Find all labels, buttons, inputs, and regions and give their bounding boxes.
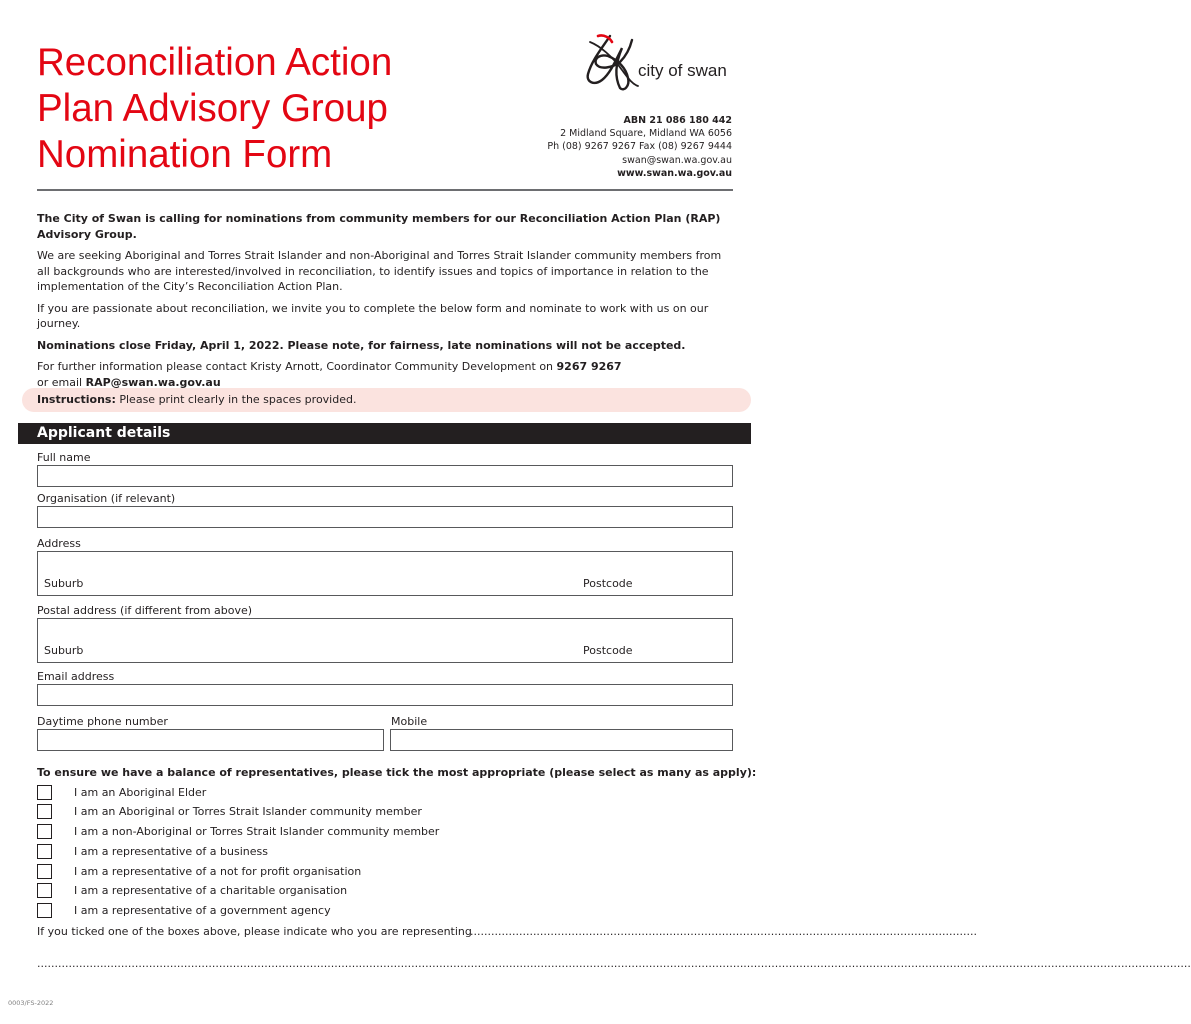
daytime-phone-label: Daytime phone number	[37, 715, 168, 728]
intro-text	[37, 211, 733, 396]
abn: ABN 21 086 180 442	[623, 115, 732, 126]
title-line-1: Reconciliation Action	[37, 41, 393, 84]
title-line-2: Plan Advisory Group	[37, 87, 388, 130]
option-not-for-profit-rep	[37, 864, 637, 880]
option-charitable-rep	[37, 883, 637, 899]
option-label: I am an Aboriginal or Torres Strait Islander community member	[74, 805, 422, 818]
contact-email-rap: RAP@swan.wa.gov.au	[85, 375, 221, 389]
checkbox[interactable]	[37, 864, 52, 879]
contact-phone: 9267 9267	[556, 360, 622, 373]
postal-suburb-label: Suburb	[44, 644, 84, 657]
intro-p2: We are seeking Aboriginal and Torres Strait Islander and non-Aboriginal and Torres Strait Islander community members from all backgrounds who are interested/involved in reconciliation, to identify issues and topics of importance in relation to the implementation of the City’s Reconciliation Action Plan.	[37, 249, 722, 293]
address-label: Address	[37, 537, 81, 550]
website: www.swan.wa.gov.au	[617, 167, 732, 179]
option-label: I am an Aboriginal Elder	[74, 786, 207, 799]
contact-email: swan@swan.wa.gov.au	[622, 154, 732, 166]
intro-p3: If you are passionate about reconciliation, we invite you to complete the below form and nominate to work with us on our journey.	[37, 301, 709, 330]
instructions-banner	[22, 388, 751, 412]
email-field[interactable]	[37, 684, 733, 706]
contact-prefix: For further information please contact Kristy Arnott, Coordinator Community Development on	[37, 360, 557, 373]
intro-deadline: Nominations close Friday, April 1, 2022. Please note, for fairness, late nominations will not be accepted.	[37, 338, 686, 352]
suburb-label: Suburb	[44, 577, 84, 590]
checkbox[interactable]	[37, 804, 52, 819]
form-code: 0003/FS-2022	[8, 999, 54, 1007]
representing-line-2[interactable]: ..........................................................................................................................................................................................................................................................................................................................................	[37, 957, 1191, 970]
option-label: I am a representative of a business	[74, 845, 268, 858]
full-name-field[interactable]	[37, 465, 733, 487]
mobile-field[interactable]	[390, 729, 733, 751]
intro-p1: The City of Swan is calling for nominations from community members for our Reconciliation Action Plan (RAP) Advisory Group.	[37, 212, 721, 241]
section-applicant-details: Applicant details	[18, 423, 751, 444]
swan-logo-icon	[582, 30, 732, 100]
daytime-phone-field[interactable]	[37, 729, 384, 751]
postal-address-label: Postal address (if different from above)	[37, 604, 253, 617]
representation-question: To ensure we have a balance of representatives, please tick the most appropriate (please select as many as apply):	[37, 766, 757, 779]
svg-text:city of swan: city of swan	[638, 61, 727, 80]
representing-label: If you ticked one of the boxes above, please indicate who you are representing	[37, 925, 472, 938]
checkbox[interactable]	[37, 844, 52, 859]
option-label: I am a representative of a not for profit organisation	[74, 865, 362, 878]
title-line-3: Nomination Form	[37, 133, 333, 176]
organisation-field[interactable]	[37, 506, 733, 528]
postal-postcode-label: Postcode	[583, 644, 633, 657]
mobile-label: Mobile	[391, 715, 428, 728]
form-title	[37, 40, 457, 178]
option-label: I am a non-Aboriginal or Torres Strait Islander community member	[74, 825, 440, 838]
organisation-details	[547, 114, 732, 180]
contact-mid: or email	[37, 375, 86, 389]
checkbox[interactable]	[37, 883, 52, 898]
option-non-atsi-community-member	[37, 824, 637, 840]
header-divider	[37, 189, 733, 191]
option-aboriginal-elder	[37, 785, 637, 801]
option-business-rep	[37, 844, 637, 860]
option-label: I am a representative of a charitable organisation	[74, 884, 348, 897]
instructions-label: Instructions:	[37, 393, 116, 406]
option-label: I am a representative of a government agency	[74, 904, 331, 917]
option-atsi-community-member	[37, 804, 637, 820]
option-government-rep	[37, 903, 637, 919]
phone-fax: Ph (08) 9267 9267 Fax (08) 9267 9444	[547, 141, 732, 153]
organisation-label: Organisation (if relevant)	[37, 492, 176, 505]
postcode-label: Postcode	[583, 577, 633, 590]
representing-line-1[interactable]: .................................................................................................................................................	[470, 925, 978, 938]
instructions-text: Please print clearly in the spaces provided.	[115, 393, 357, 406]
intro-contact	[37, 359, 733, 390]
email-label: Email address	[37, 670, 115, 683]
city-of-swan-logo	[582, 30, 732, 100]
checkbox[interactable]	[37, 785, 52, 800]
full-name-label: Full name	[37, 451, 91, 464]
checkbox[interactable]	[37, 824, 52, 839]
checkbox[interactable]	[37, 903, 52, 918]
address: 2 Midland Square, Midland WA 6056	[560, 128, 732, 140]
